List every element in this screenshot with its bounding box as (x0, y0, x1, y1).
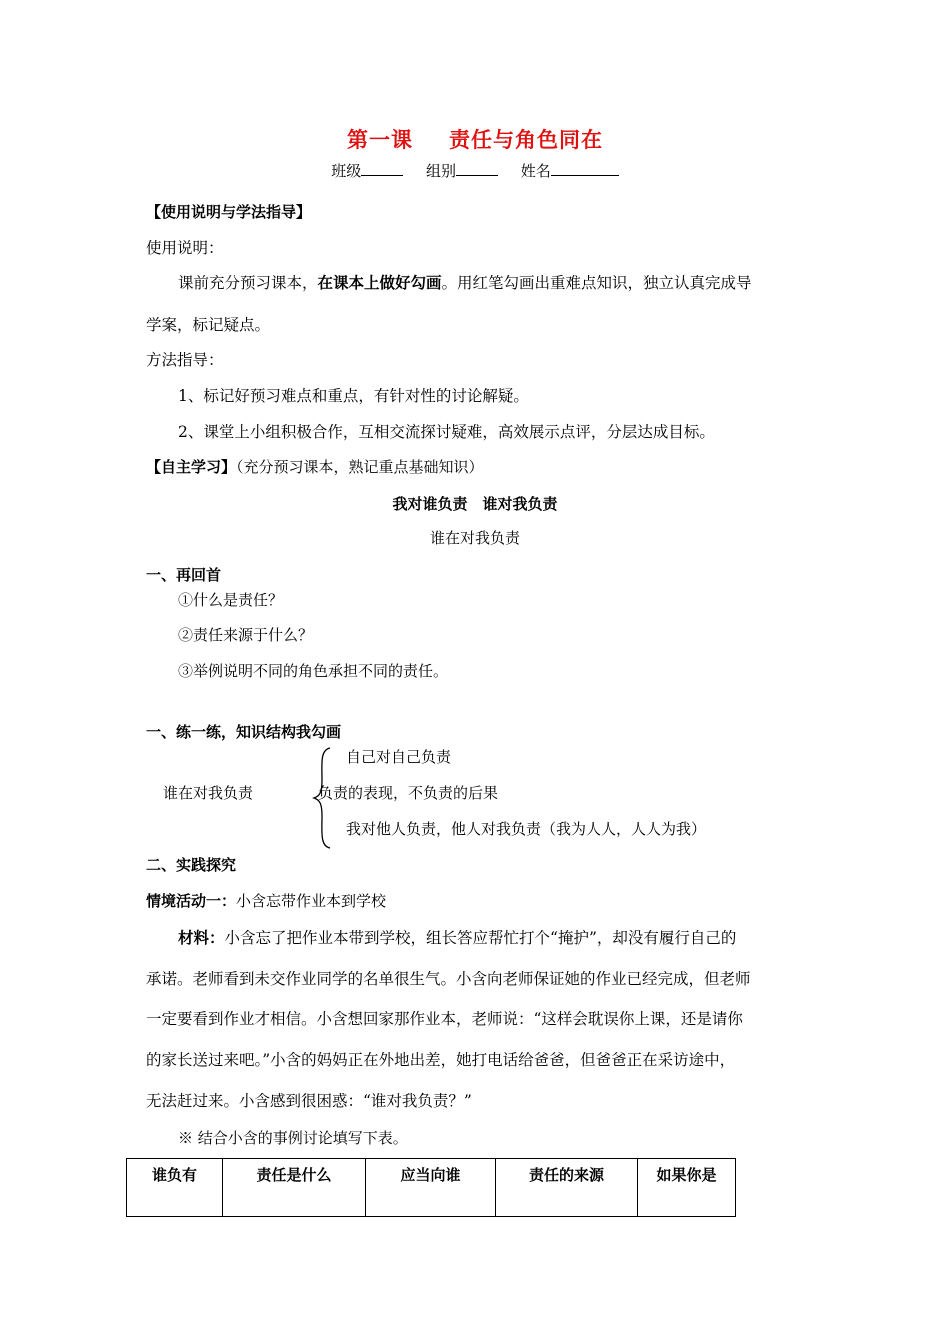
title-lesson: 第一课 (347, 127, 413, 152)
structure-branch-1: 自己对自己负责 (346, 748, 452, 766)
structure-root: 谁在对我负责 (163, 784, 254, 802)
table-header-cell: 如果你是 (638, 1159, 736, 1217)
method-label: 方法指导： (146, 351, 224, 369)
activity-label: 情境活动一： (146, 892, 237, 910)
method-item-1: 1、标记好预习难点和重点，有针对性的讨论解疑。 (178, 387, 529, 405)
self-study-heading: 【自主学习】 (146, 458, 237, 476)
group-blank[interactable] (456, 161, 498, 176)
name-label: 姓名 (520, 162, 551, 180)
usage-text-post: 。用红笔勾画出重难点知识，独立认真完成导 (441, 274, 752, 292)
class-blank[interactable] (361, 161, 403, 176)
table-header-cell: 应当向谁 (366, 1159, 496, 1217)
class-info-line (0, 160, 950, 181)
material-line-3: 一定要看到作业才相信。小含想回家那作业本，老师说：“这样会耽误你上课，还是请你 (146, 1010, 743, 1028)
review-question-1: ①什么是责任？ (178, 591, 284, 609)
review-question-2: ②责任来源于什么？ (178, 626, 314, 644)
material-line-1 (178, 926, 736, 948)
activity-line (146, 890, 386, 911)
title-topic: 责任与角色同在 (449, 127, 603, 152)
usage-text-pre: 课前充分预习课本， (178, 274, 318, 292)
activity-title: 小含忘带作业本到学校 (236, 892, 387, 910)
table-header-cell: 谁负有 (127, 1159, 223, 1217)
usage-paragraph-line1 (178, 271, 752, 293)
structure-branch-3: 我对他人负责，他人对我负责（我为人人，人人为我） (346, 820, 707, 838)
material-text-1: 小含忘了把作业本带到学校，组长答应帮忙打个“掩护”，却没有履行自己的 (224, 929, 737, 947)
self-study-note: （充分预习课本，熟记重点基础知识） (236, 458, 484, 476)
self-study-line (146, 456, 484, 477)
group-label: 组别 (425, 162, 456, 180)
structure-branch-2: 负责的表现，不负责的后果 (318, 784, 499, 802)
table-header-cell: 责任的来源 (496, 1159, 638, 1217)
table-header-row (127, 1159, 736, 1217)
method-item-2: 2、课堂上小组积极合作，互相交流探讨疑难，高效展示点评，分层达成目标。 (178, 423, 715, 441)
review-heading: 一、再回首 (146, 566, 222, 584)
guide-heading: 【使用说明与学法指导】 (146, 203, 312, 221)
material-line-2: 承诺。老师看到未交作业同学的名单很生气。小含向老师保证她的作业已经完成，但老师 (146, 970, 751, 988)
explore-heading: 二、实践探究 (146, 856, 237, 874)
material-label: 材料： (178, 928, 225, 947)
material-line-4: 的家长送过来吧。”小含的妈妈正在外地出差，她打电话给爸爸，但爸爸正在采访途中， (146, 1051, 736, 1069)
review-question-3: ③举例说明不同的角色承担不同的责任。 (178, 662, 449, 680)
usage-paragraph-line2: 学案，标记疑点。 (146, 316, 271, 334)
section-subtitle-2: 谁在对我负责 (429, 529, 520, 547)
page-title (0, 124, 950, 154)
discussion-table (126, 1158, 736, 1217)
usage-text-bold: 在课本上做好勾画 (317, 273, 442, 292)
table-instruction: ※ 结合小含的事例讨论填写下表。 (178, 1129, 408, 1147)
practice-heading: 一、练一练，知识结构我勾画 (146, 723, 342, 741)
name-blank[interactable] (551, 161, 619, 176)
table-header-cell: 责任是什么 (223, 1159, 366, 1217)
class-label: 班级 (331, 162, 362, 180)
section-subtitle: 我对谁负责 谁对我负责 (392, 495, 558, 513)
material-line-5: 无法赶过来。小含感到很困惑：“谁对我负责？” (146, 1092, 472, 1110)
usage-label: 使用说明： (146, 239, 224, 257)
